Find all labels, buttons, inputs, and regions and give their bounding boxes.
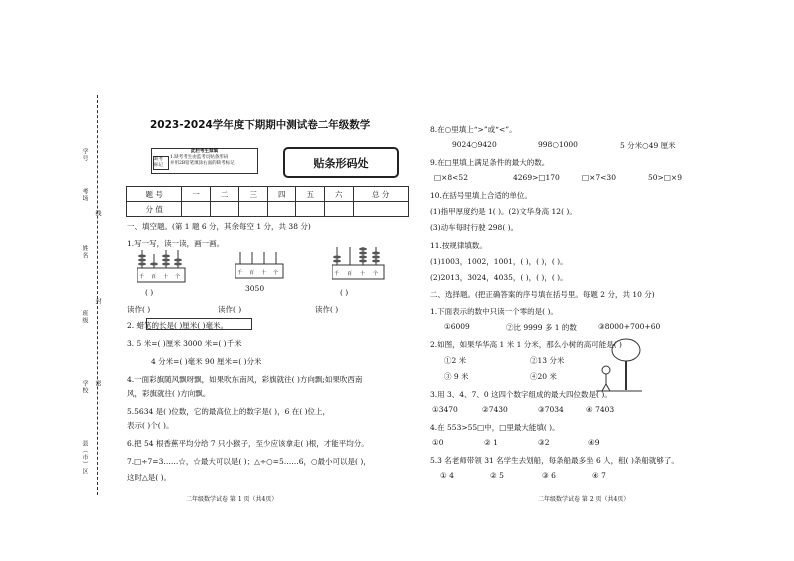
- q8-item[interactable]: 998○1000: [538, 140, 578, 149]
- c4-text: 4.在 553>55□中，□里最大能填( )。: [430, 423, 560, 432]
- exam-room-label: 考场: [81, 188, 88, 202]
- abacus-3: [332, 245, 387, 281]
- notice-line: 并用2B铅笔填涂右面的缺考标记: [170, 161, 235, 166]
- abacus-label: 百: [151, 274, 157, 280]
- c5-option[interactable]: ③ 6: [542, 471, 556, 480]
- c5-option[interactable]: ② 5: [490, 471, 504, 480]
- c2-option[interactable]: ③ 9 米: [444, 372, 469, 381]
- abacus-label: 十: [261, 270, 267, 276]
- q5-line1: 5.5634 是( )位数，它的最高位上的数字是( )，6 在( )位上，: [127, 407, 330, 416]
- c2-option[interactable]: ②13 分米: [530, 356, 565, 365]
- q9-item[interactable]: 50>□×9: [648, 173, 682, 182]
- c1-text: 1.下面表示的数中只读一个零的是( )。: [430, 307, 558, 316]
- c4-option[interactable]: ①0: [432, 438, 444, 447]
- binding-margin: [0, 0, 110, 561]
- section2-heading: 二、选择题。(把正确答案的序号填在括号里。每题 2 分，共 10 分): [430, 290, 655, 299]
- score-header: 五: [296, 187, 325, 202]
- c4-option[interactable]: ④9: [588, 438, 600, 447]
- q9-item[interactable]: □×8<52: [434, 173, 468, 182]
- name-label: 姓名: [81, 245, 88, 259]
- score-cell[interactable]: [296, 202, 325, 217]
- score-header: 四: [267, 187, 296, 202]
- c4-option[interactable]: ③2: [538, 438, 550, 447]
- student-id-label: 学号: [81, 148, 88, 162]
- c1-option[interactable]: ③8000+700+60: [598, 322, 661, 331]
- exam-title: 2023-2024学年度下期期中测试卷二年级数学: [150, 119, 371, 131]
- score-cell[interactable]: [324, 202, 353, 217]
- abacus1-blank[interactable]: ( ): [145, 288, 154, 297]
- tree-and-child-illustration: [596, 336, 642, 392]
- q7-line2: 这时△是( )。: [127, 473, 172, 482]
- class-label: 班级: [81, 310, 88, 324]
- abacus-label: 十: [360, 271, 366, 277]
- seal-seal: 封: [94, 298, 101, 305]
- score-header: 六: [324, 187, 353, 202]
- abacus-label: 个: [273, 270, 279, 276]
- abacus-label: 千: [237, 270, 243, 276]
- q10-text: 10.在括号里填上合适的单位。: [430, 191, 532, 200]
- q8-item[interactable]: 5 分米○49 厘米: [620, 141, 676, 150]
- binding-dashed-line: [97, 95, 98, 495]
- notice-line: 缺考: [154, 157, 163, 162]
- c5-option[interactable]: ① 4: [440, 471, 454, 480]
- q4-line1: 4.一面彩旗随风飘呀飘，如果吹东南风，彩旗就往( )方向飘;如果吹西南: [127, 375, 363, 384]
- abacus-label: 千: [334, 271, 340, 277]
- q9-text: 9.在□里填上满足条件的最大的数。: [430, 158, 550, 167]
- seal-line: 线: [94, 210, 101, 217]
- score-header: 一: [182, 187, 211, 202]
- abacus-label: 个: [373, 271, 379, 277]
- c3-option[interactable]: ②7430: [482, 405, 508, 414]
- notice-line: 标记: [154, 163, 163, 168]
- q8-text: 8.在○里填上“>”或“<”。: [430, 125, 517, 134]
- q10-line1: (1)指甲厚度约是 1( )。(2)文华身高 12( )。: [430, 207, 577, 216]
- c5-option[interactable]: ④ 7: [592, 471, 606, 480]
- absent-notice-box: [151, 148, 258, 174]
- c3-text: 3.用 3、4、7、0 这四个数字组成的最大四位数是( )。: [430, 390, 612, 399]
- q11-line1: (1)1003，1002，1001，( )，( )，( )。: [430, 257, 568, 266]
- c2-option[interactable]: ④20 米: [530, 372, 557, 381]
- score-header: 二: [210, 187, 239, 202]
- school-label: 学校: [81, 380, 88, 394]
- q6-text: 6.把 54 根香蕉平均分给 7 只小猴子，至少应该拿走( )根，才能平均分。: [127, 439, 369, 448]
- abacus2-value: 3050: [245, 284, 265, 293]
- notice-line: 1.缺考考生由监考员贴条形码: [170, 155, 229, 160]
- abacus-label: 百: [347, 271, 353, 277]
- notice-head: 此栏考生禁填: [191, 149, 218, 154]
- q11-text: 11.按规律填数。: [430, 241, 487, 250]
- read-as-2[interactable]: 读作( ): [218, 305, 242, 314]
- c3-option[interactable]: ③7034: [538, 405, 564, 414]
- q9-item[interactable]: □×7<30: [582, 173, 616, 182]
- section1-heading: 一、填空题。(第 1 题 6 分，其余每空 1 分，共 38 分): [127, 222, 311, 231]
- q5-line2: 表示( )个( )。: [127, 421, 174, 430]
- score-header: 题 号: [127, 187, 182, 202]
- c5-text: 5.3 名老师带领 31 名学生去划船，每条船最多坐 6 人，租( )条船就够了。: [430, 456, 679, 465]
- read-as-1[interactable]: 读作( ): [127, 305, 151, 314]
- q1-text: 1.写一写，读一读，画一画。: [127, 239, 225, 248]
- q3-line2: 4 分米=( )毫米 90 厘米=( )分米: [151, 357, 262, 366]
- score-header: 总 分: [353, 187, 409, 202]
- barcode-area: 贴条形码处: [283, 147, 399, 178]
- q9-item[interactable]: 4269>□170: [513, 173, 560, 182]
- score-table: [126, 186, 409, 217]
- c3-option[interactable]: ①3470: [432, 405, 458, 414]
- abacus-1: [137, 248, 187, 286]
- county-label: 县（市）区: [81, 440, 88, 475]
- abacus-label: 十: [163, 274, 169, 280]
- q11-line2: (2)2013，3024，4035，( )，( )，( )。: [430, 273, 568, 282]
- right-footer: 二年级数学试卷 第 2 页（共4页）: [538, 496, 630, 503]
- c3-option[interactable]: ④ 7403: [586, 405, 615, 414]
- abacus-2: [235, 250, 285, 280]
- q7-line1: 7.□÷7=3……☆，☆最大可以是( )；△÷○=5……6，○最小可以是( )，: [127, 457, 371, 466]
- q3-line1: 3. 5 米=( )厘米 3000 米=( )千米: [127, 339, 242, 348]
- score-row-label: 分 值: [127, 202, 182, 217]
- score-cell[interactable]: [210, 202, 239, 217]
- left-footer: 二年级数学试卷 第 1 页（共4页）: [186, 496, 278, 503]
- q10-line2: (3)动车每时行驶 298( )。: [430, 223, 519, 232]
- abacus3-blank[interactable]: ( ): [340, 288, 349, 297]
- c1-option[interactable]: ②比 9999 多 1 的数: [506, 323, 577, 332]
- score-cell[interactable]: [267, 202, 296, 217]
- c1-option[interactable]: ①6009: [444, 322, 470, 331]
- abacus-label: 百: [249, 270, 255, 276]
- q4-line2: 风，彩旗就往( )方向飘。: [127, 389, 211, 398]
- score-cell[interactable]: [182, 202, 211, 217]
- score-header: 三: [239, 187, 268, 202]
- score-cell[interactable]: [239, 202, 268, 217]
- q2-text: 2. 蜡笔的长是( )厘米( )毫米。: [127, 321, 229, 330]
- abacus-label: 个: [175, 274, 181, 280]
- c2-text: 2.如图，如果华华高 1 米 1 分米，那么小树的高可能是( ): [430, 340, 622, 349]
- read-as-3[interactable]: 读作( ): [315, 305, 339, 314]
- q8-item[interactable]: 9024○9420: [452, 140, 497, 149]
- abacus-label: 千: [139, 274, 145, 280]
- c4-option[interactable]: ② 1: [484, 438, 498, 447]
- score-cell[interactable]: [353, 202, 409, 217]
- seal-secret: 密: [94, 380, 101, 387]
- c2-option[interactable]: ①2 米: [444, 356, 467, 365]
